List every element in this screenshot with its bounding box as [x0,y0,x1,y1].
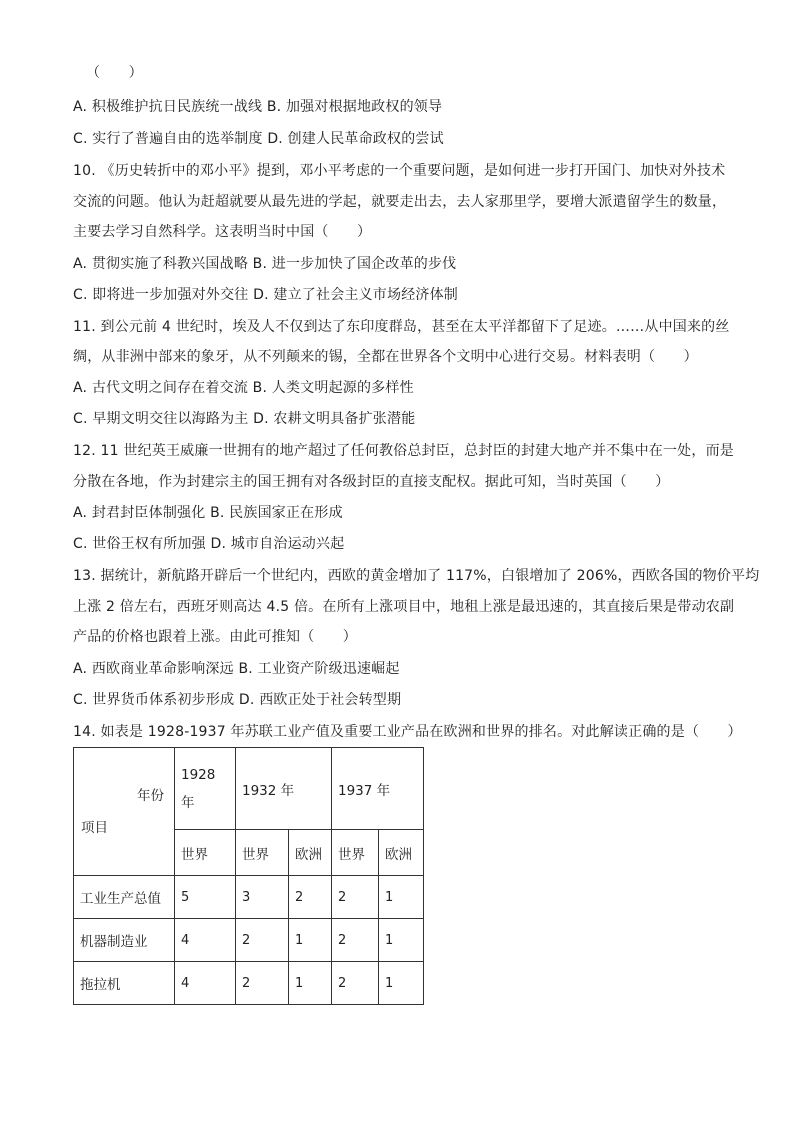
cell-value: 2 [289,876,332,919]
q9-answer-bracket: （ ） [86,65,143,81]
table-row [74,876,424,919]
cell-value: 1 [379,919,424,962]
q13-options-ab: A. 西欧商业革命影响深远 B. 工业资产阶级迅速崛起 [73,661,400,677]
q10-stem-line-2: 交流的问题。他认为赶超就要从最先进的学起，就要走出去，去人家那里学，要增大派遣留学生的数量， [73,194,727,210]
q10-options-ab: A. 贯彻实施了科教兴国战略 B. 进一步加快了国企改革的步伐 [73,256,457,272]
q13-options-cd: C. 世界货币体系初步形成 D. 西欧正处于社会转型期 [73,692,402,708]
row-label: 拖拉机 [74,962,175,1005]
cell-value: 4 [175,962,236,1005]
cell-value: 4 [175,919,236,962]
row-label: 工业生产总值 [74,876,175,919]
cell-value: 3 [236,876,289,919]
q11-stem-line-2: 绸，从非洲中部来的象牙，从不列颠来的锡，全都在世界各个文明中心进行交易。材料表明（ ） [73,349,698,365]
q11-stem-line-1: 11. 到公元前 4 世纪时，埃及人不仅到达了东印度群岛，甚至在太平洋都留下了足迹。……从中国来的丝 [73,319,730,335]
soviet-ranking-table [73,747,424,1005]
header-1932: 1932 年 [236,748,332,830]
q10-stem-line-3: 主要去学习自然科学。这表明当时中国（ ） [73,224,372,240]
subheader-1928-world: 世界 [175,830,236,876]
cell-value: 1 [289,962,332,1005]
q13-stem-line-1: 13. 据统计，新航路开辟后一个世纪内，西欧的黄金增加了 117%，白银增加了 206%，西欧各国的物价平均 [73,568,760,584]
subheader-1937-europe: 欧洲 [379,830,424,876]
q12-stem-line-2: 分散在各地，作为封建宗主的国王拥有对各级封臣的直接支配权。据此可知，当时英国（ ） [73,474,670,490]
q11-options-ab: A. 古代文明之间存在着交流 B. 人类文明起源的多样性 [73,380,414,396]
cell-value: 1 [379,962,424,1005]
header-1928: 1928 年 [175,748,236,830]
cell-value: 1 [289,919,332,962]
q12-options-cd: C. 世俗王权有所加强 D. 城市自治运动兴起 [73,536,345,552]
cell-value: 2 [332,962,379,1005]
q9-options-ab: A. 积极维护抗日民族统一战线 B. 加强对根据地政权的领导 [73,99,443,115]
subheader-1932-europe: 欧洲 [289,830,332,876]
subheader-1932-world: 世界 [236,830,289,876]
table-corner-cell [74,748,175,876]
row-label: 机器制造业 [74,919,175,962]
cell-value: 2 [236,919,289,962]
subheader-1937-world: 世界 [332,830,379,876]
table-row [74,962,424,1005]
corner-year-label: 年份 [137,788,164,804]
q14-stem: 14. 如表是 1928-1937 年苏联工业产值及重要工业产品在欧洲和世界的排名。对此解读正确的是（ ） [73,724,742,740]
cell-value: 5 [175,876,236,919]
q12-options-ab: A. 封君封臣体制强化 B. 民族国家正在形成 [73,505,343,521]
q13-stem-line-3: 产品的价格也跟着上涨。由此可推知（ ） [73,629,357,645]
cell-value: 2 [332,876,379,919]
q9-options-cd: C. 实行了普遍自由的选举制度 D. 创建人民革命政权的尝试 [73,131,444,147]
q13-stem-line-2: 上涨 2 倍左右，西班牙则高达 4.5 倍。在所有上涨项目中，地租上涨是最迅速的，其直接后果是带动农副 [73,599,735,615]
corner-item-label: 项目 [81,820,108,836]
q10-options-cd: C. 即将进一步加强对外交往 D. 建立了社会主义市场经济体制 [73,287,459,303]
q11-options-cd: C. 早期文明交往以海路为主 D. 农耕文明具备扩张潜能 [73,411,416,427]
header-1937: 1937 年 [332,748,424,830]
cell-value: 2 [236,962,289,1005]
table-row [74,919,424,962]
q10-stem-line-1: 10. 《历史转折中的邓小平》提到，邓小平考虑的一个重要问题，是如何进一步打开国门、加快对外技术 [73,163,726,179]
q12-stem-line-1: 12. 11 世纪英王威廉一世拥有的地产超过了任何教俗总封臣，总封臣的封建大地产并不集中在一处，而是 [73,443,734,459]
cell-value: 1 [379,876,424,919]
cell-value: 2 [332,919,379,962]
